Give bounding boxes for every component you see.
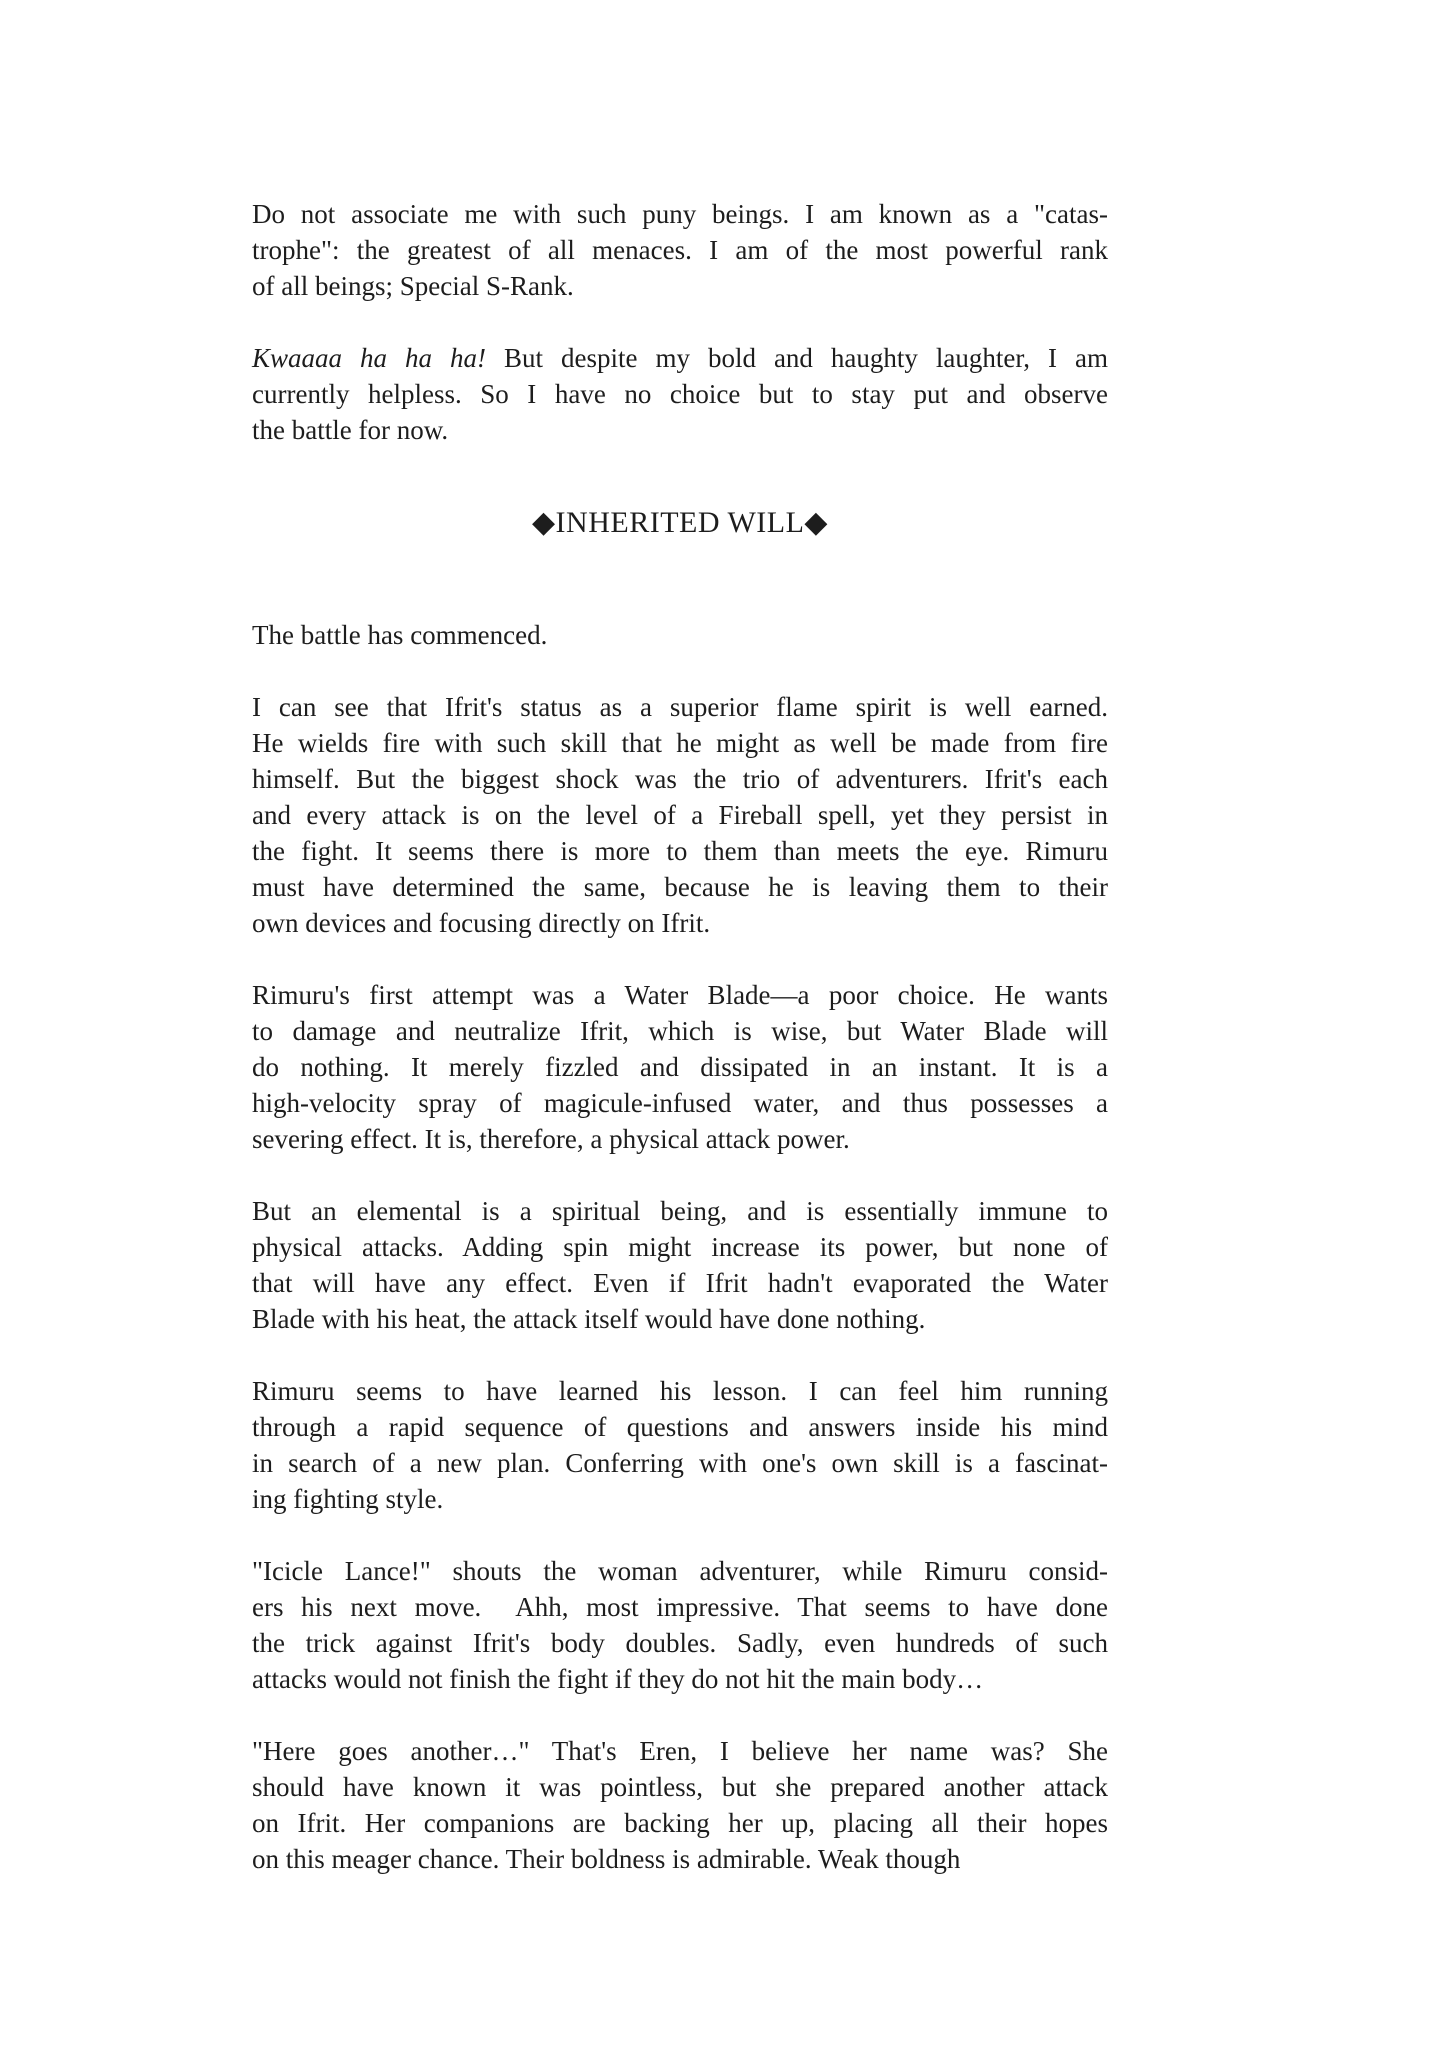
text-segment: do nothing. It merely fizzled and dissipated in an instant. It is a [252, 1052, 1108, 1082]
text-segment: trophe": the greatest of all menaces. I am of the most powerful rank [252, 235, 1108, 265]
text-line [252, 617, 1108, 653]
text-segment: the trick against Ifrit's body doubles. Sadly, even hundreds of such [252, 1628, 1108, 1658]
text-segment: the battle for now. [252, 415, 449, 445]
text-line [252, 1265, 1108, 1301]
text-line [252, 1553, 1108, 1589]
text-segment: on Ifrit. Her companions are backing her up, placing all their hopes [252, 1808, 1108, 1838]
text-line [252, 1301, 1108, 1337]
paragraph [252, 196, 1108, 304]
text-segment: physical attacks. Adding spin might increase its power, but none of [252, 1232, 1108, 1262]
text-line [252, 1121, 1108, 1157]
text-segment: Rimuru seems to have learned his lesson. I can feel him running [252, 1376, 1108, 1406]
text-line [252, 1841, 1108, 1877]
text-line [252, 761, 1108, 797]
text-segment: through a rapid sequence of questions and answers inside his mind [252, 1412, 1108, 1442]
text-line [252, 1049, 1108, 1085]
text-line [252, 1661, 1108, 1697]
text-segment: He wields fire with such skill that he might as well be made from fire [252, 728, 1108, 758]
text-segment: But despite my bold and haughty laughter, I am [486, 343, 1108, 373]
text-segment: attacks would not finish the fight if they do not hit the main body… [252, 1664, 984, 1694]
paragraph [252, 1553, 1108, 1697]
text-segment: The battle has commenced. [252, 620, 548, 650]
text-line [252, 977, 1108, 1013]
text-segment: own devices and focusing directly on Ifrit. [252, 908, 711, 938]
paragraph [252, 1373, 1108, 1517]
text-segment: himself. But the biggest shock was the trio of adventurers. Ifrit's each [252, 764, 1108, 794]
text-segment: Blade with his heat, the attack itself would have done nothing. [252, 1304, 926, 1334]
text-segment: in search of a new plan. Conferring with one's own skill is a fascinat- [252, 1448, 1108, 1478]
text-segment: that will have any effect. Even if Ifrit hadn't evaporated the Water [252, 1268, 1108, 1298]
text-line [252, 376, 1108, 412]
text-line [252, 725, 1108, 761]
text-line [252, 1373, 1108, 1409]
text-line [252, 1193, 1108, 1229]
text-segment: of all beings; Special S-Rank. [252, 271, 574, 301]
text-segment: should have known it was pointless, but she prepared another attack [252, 1772, 1108, 1802]
text-segment: high-velocity spray of magicule-infused water, and thus possesses a [252, 1088, 1108, 1118]
text-segment: "Icicle Lance!" shouts the woman adventurer, while Rimuru consid- [252, 1556, 1108, 1586]
paragraph [252, 1733, 1108, 1877]
page-text [252, 196, 1108, 1913]
text-segment: But an elemental is a spiritual being, and is essentially immune to [252, 1196, 1108, 1226]
text-line [252, 340, 1108, 376]
paragraph [252, 977, 1108, 1157]
paragraph [252, 689, 1108, 941]
text-segment: I can see that Ifrit's status as a superior flame spirit is well earned. [252, 692, 1108, 722]
text-line [252, 196, 1108, 232]
text-line [252, 689, 1108, 725]
text-segment: and every attack is on the level of a Fireball spell, yet they persist in [252, 800, 1108, 830]
text-segment: "Here goes another…" That's Eren, I believe her name was? She [252, 1736, 1108, 1766]
text-segment: Do not associate me with such puny beings. I am known as a "catas- [252, 199, 1108, 229]
text-line [252, 1445, 1108, 1481]
paragraph [252, 340, 1108, 448]
text-segment: ing fighting style. [252, 1484, 444, 1514]
paragraph [252, 1193, 1108, 1337]
text-line [252, 797, 1108, 833]
text-line [252, 1805, 1108, 1841]
text-line [252, 869, 1108, 905]
text-segment: currently helpless. So I have no choice but to stay put and observe [252, 379, 1108, 409]
italic-text: Kwaaaa ha ha ha! [252, 343, 486, 373]
text-segment: on this meager chance. Their boldness is admirable. Weak though [252, 1844, 961, 1874]
section-heading: ◆INHERITED WILL◆ [531, 506, 829, 539]
text-line [252, 1733, 1108, 1769]
text-segment: the fight. It seems there is more to them than meets the eye. Rimuru [252, 836, 1108, 866]
text-segment: to damage and neutralize Ifrit, which is wise, but Water Blade will [252, 1016, 1108, 1046]
text-line [252, 1229, 1108, 1265]
text-segment: severing effect. It is, therefore, a physical attack power. [252, 1124, 850, 1154]
paragraph [252, 617, 1108, 653]
text-line [252, 1769, 1108, 1805]
text-segment: ers his next move. Ahh, most impressive. That seems to have done [252, 1592, 1108, 1622]
text-line [252, 1589, 1108, 1625]
text-line [252, 1085, 1108, 1121]
text-line [252, 268, 1108, 304]
text-line [252, 1625, 1108, 1661]
text-segment: Rimuru's first attempt was a Water Blade—a poor choice. He wants [252, 980, 1108, 1010]
text-line [252, 833, 1108, 869]
text-line [252, 1481, 1108, 1517]
text-line [252, 412, 1108, 448]
text-segment: must have determined the same, because he is leaving them to their [252, 872, 1108, 902]
text-line [252, 905, 1108, 941]
text-line [252, 1013, 1108, 1049]
text-line [252, 232, 1108, 268]
text-line [252, 1409, 1108, 1445]
